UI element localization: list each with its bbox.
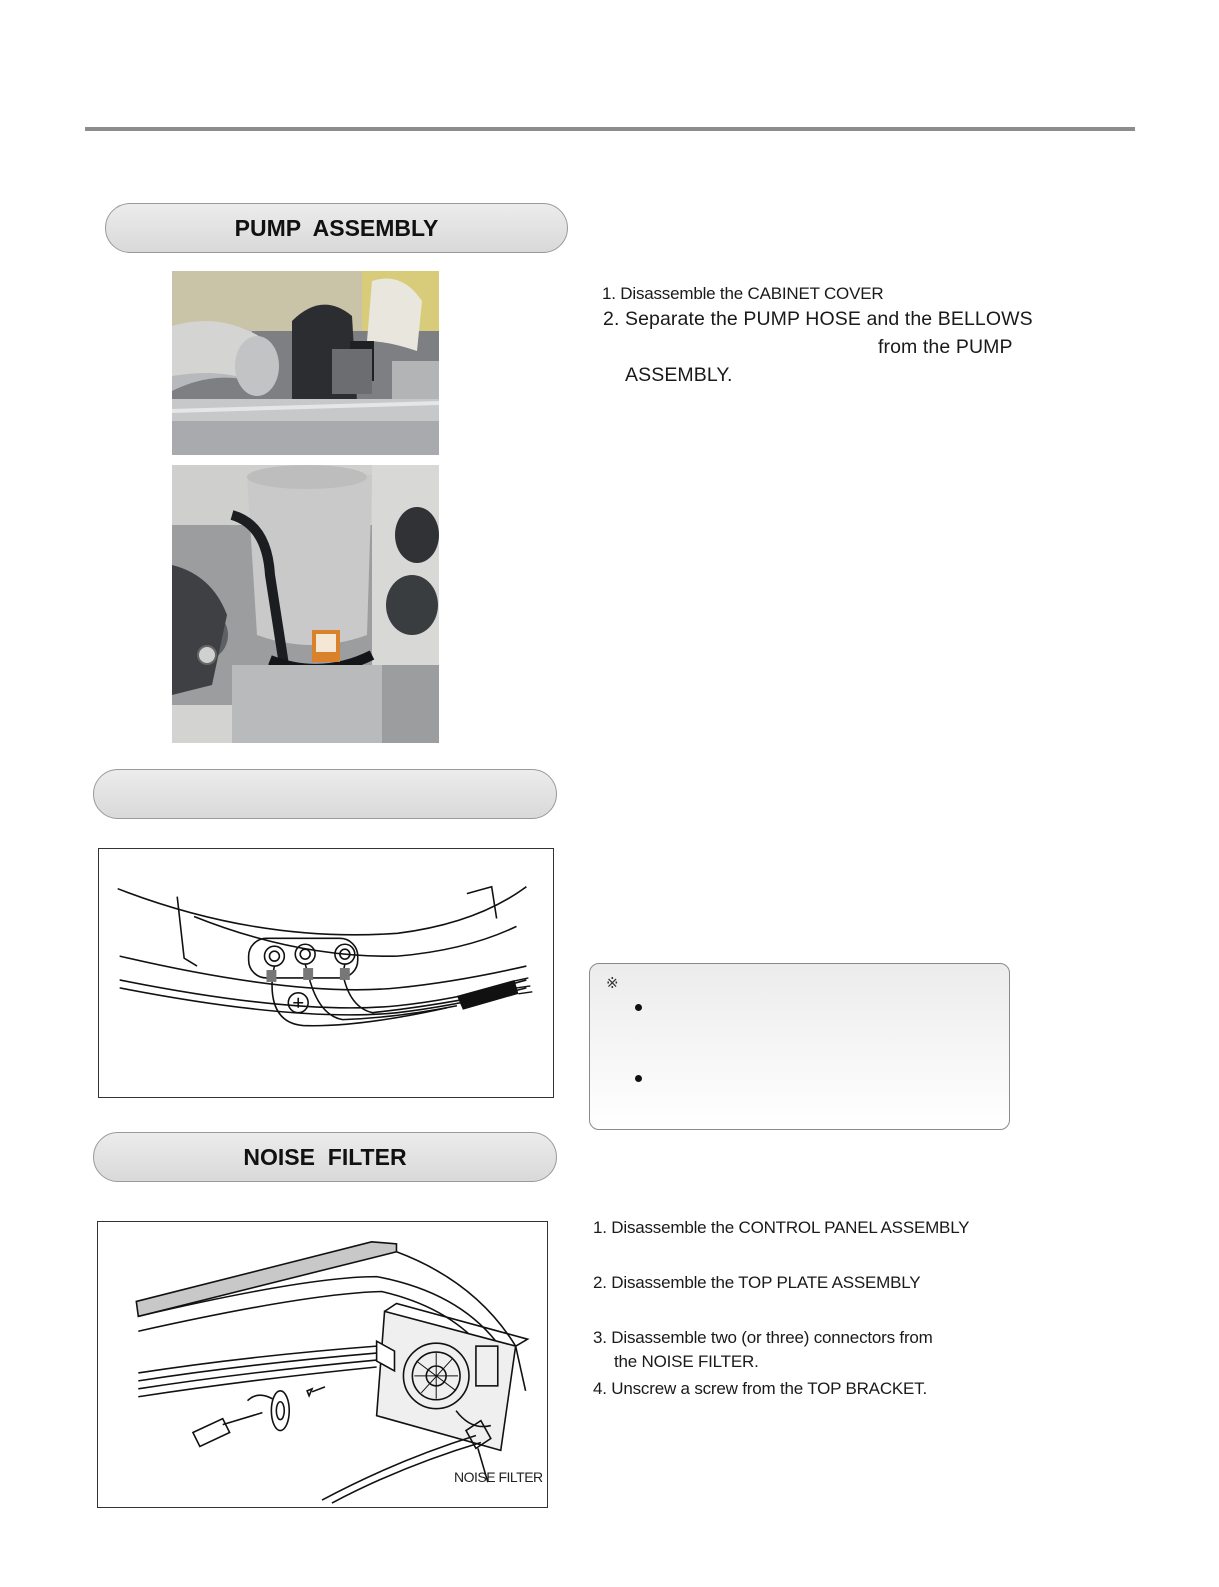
noise-filter-diagram (97, 1221, 548, 1508)
pump-hose-photo-art (172, 271, 439, 455)
noise-filter-step-1: 1. Disassemble the CONTROL PANEL ASSEMBLY (593, 1218, 970, 1237)
note-mark-icon: ※ (606, 975, 619, 992)
note-box (589, 963, 1010, 1130)
noise-filter-step-3: 3. Disassemble two (or three) connectors from (593, 1328, 933, 1347)
pump-body-photo (172, 465, 439, 743)
noise-filter-step-2: 2. Disassemble the TOP PLATE ASSEMBLY (593, 1273, 921, 1292)
note-bullet-1 (635, 1004, 642, 1011)
noise-filter-header (93, 1132, 557, 1182)
pump-body-photo-art (172, 465, 439, 743)
heater-terminal-drawing (99, 849, 553, 1097)
heater-section-header (93, 769, 557, 819)
pump-assembly-title: PUMP ASSEMBLY (234, 214, 439, 241)
pump-assembly-header (105, 203, 568, 253)
header-rule (85, 127, 1135, 131)
noise-filter-title: NOISE FILTER (243, 1143, 407, 1170)
pump-step-2-end: ASSEMBLY. (625, 364, 733, 386)
heater-terminal-diagram (98, 848, 554, 1098)
pump-step-1: 1. Disassemble the CABINET COVER (602, 284, 884, 303)
noise-filter-step-3-continued: the NOISE FILTER. (614, 1352, 759, 1371)
noise-filter-drawing (98, 1222, 547, 1507)
pump-step-2: 2. Separate the PUMP HOSE and the BELLOWS (603, 308, 1033, 330)
note-bullet-2 (635, 1075, 642, 1082)
noise-filter-step-4: 4. Unscrew a screw from the TOP BRACKET. (593, 1379, 928, 1398)
noise-filter-callout: NOISE FILTER (454, 1469, 543, 1485)
pump-hose-photo (172, 271, 439, 455)
pump-step-2-continued: from the PUMP (878, 336, 1013, 358)
